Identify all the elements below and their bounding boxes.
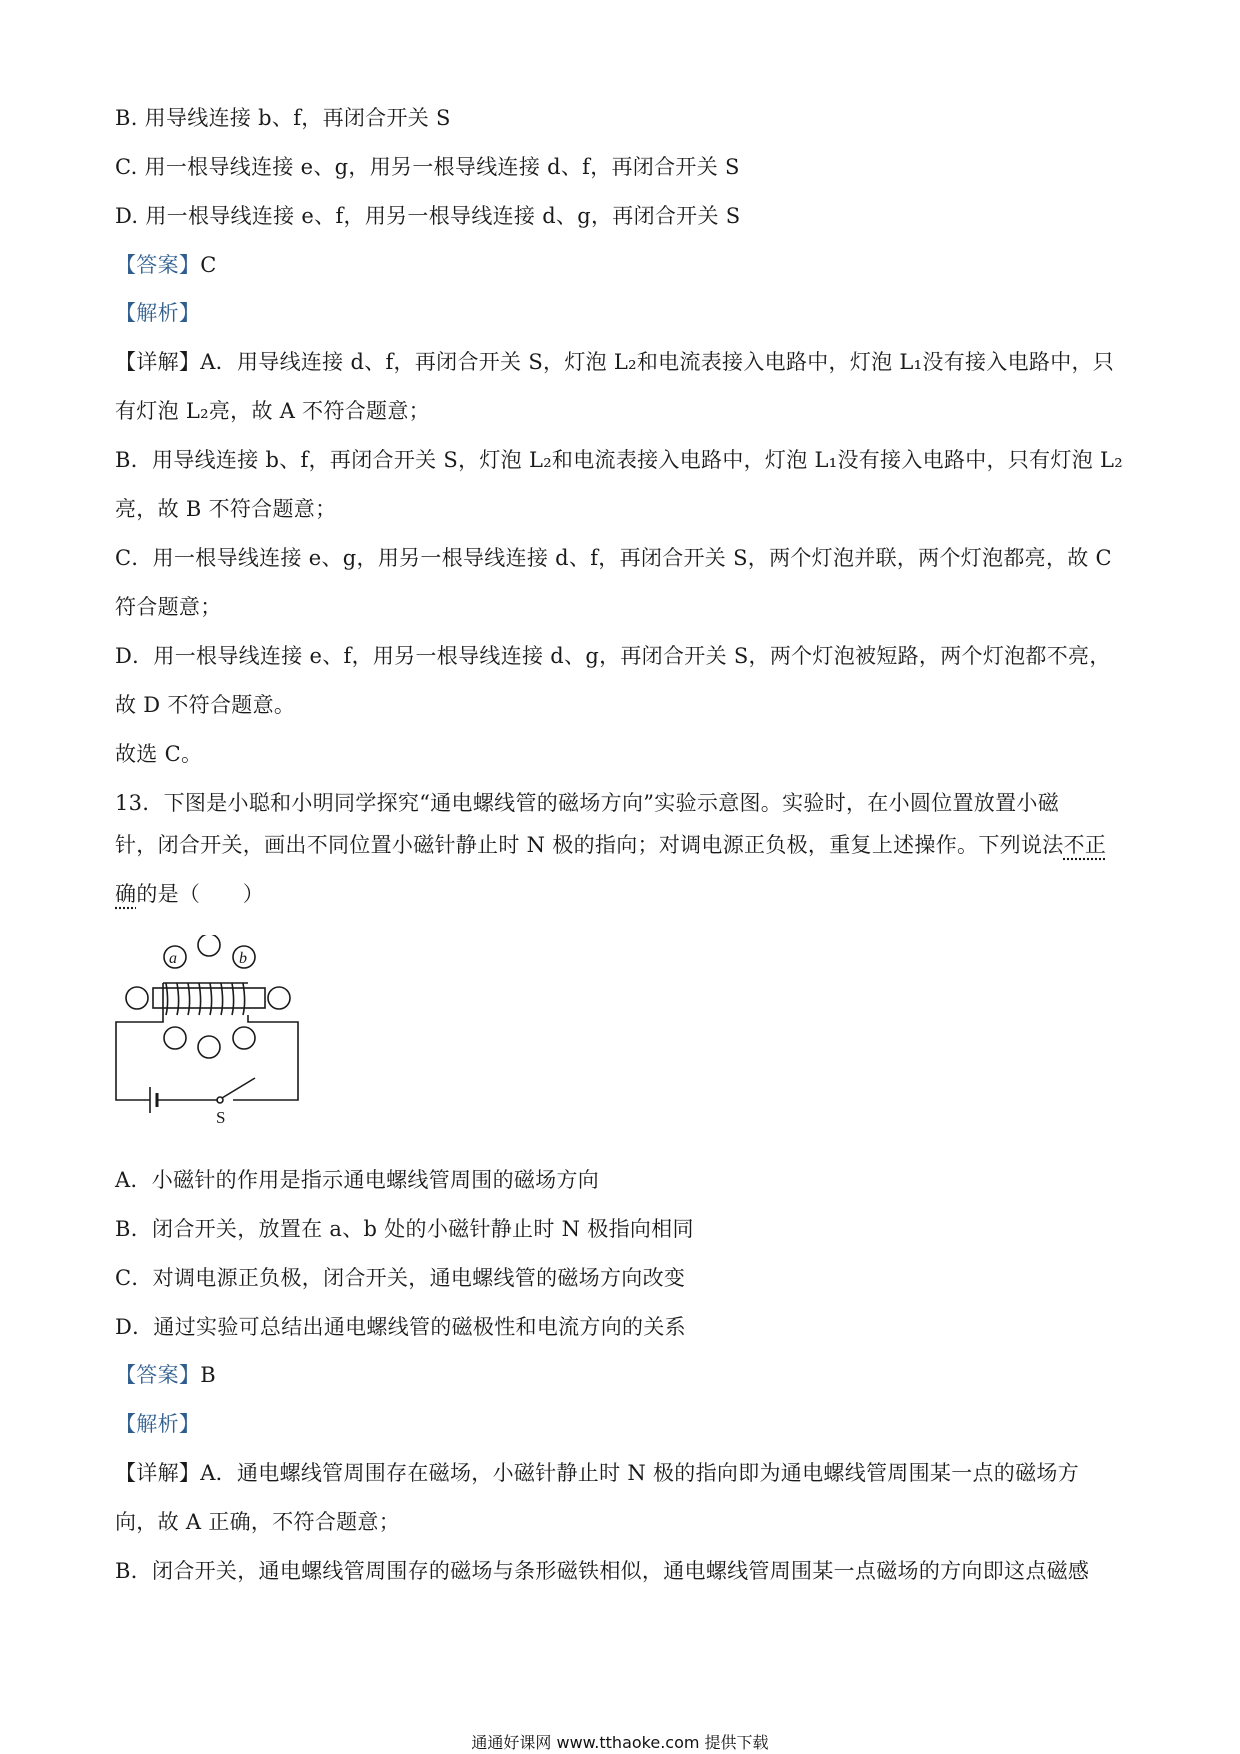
answer-tag: 【答案】 <box>115 253 201 277</box>
solenoid-core <box>153 988 265 1008</box>
emphasis-not-correct: 不正 <box>1063 833 1107 857</box>
q13-option-a: A．小磁针的作用是指示通电螺线管周围的磁场方向 <box>115 1168 600 1192</box>
q12-detail-line: D．用一根导线连接 e、f，用另一根导线连接 d、g，再闭合开关 S，两个灯泡被短路，两个灯泡都不亮， <box>115 644 1111 668</box>
solenoid-circuit-diagram <box>108 935 308 1135</box>
q12-option-d: D. 用一根导线连接 e、f，用另一根导线连接 d、g，再闭合开关 S <box>115 204 741 228</box>
compass-circle-lower-left <box>164 1027 186 1049</box>
q12-detail-line: 亮，故 B 不符合题意； <box>115 497 337 521</box>
q13-stem-line3 <box>115 879 264 909</box>
q13-detail-line <box>115 1458 1079 1488</box>
emphasis-correct: 确 <box>115 882 137 906</box>
q13-detail-line: 向，故 A 正确，不符合题意； <box>115 1510 401 1534</box>
q12-detail-line: C．用一根导线连接 e、g，用另一根导线连接 d、f，再闭合开关 S，两个灯泡并联，两个灯泡都亮，故 C <box>115 546 1112 570</box>
compass-circle-lower-right <box>233 1027 255 1049</box>
detail-tag: 【详解】 <box>115 1461 201 1485</box>
q13-detail-line: B．闭合开关，通电螺线管周围存的磁场与条形磁铁相似，通电螺线管周围某一点磁场的方向即这点磁感 <box>115 1559 1090 1583</box>
q12-analysis-tag: 【解析】 <box>115 301 201 325</box>
q12-detail-line <box>115 347 1114 377</box>
answer-tag: 【答案】 <box>115 1363 201 1387</box>
q12-detail-line: 符合题意； <box>115 595 222 619</box>
label-b: b <box>239 950 247 967</box>
q12-option-c: C. 用一根导线连接 e、g，用另一根导线连接 d、f，再闭合开关 S <box>115 155 740 179</box>
label-a: a <box>169 950 177 967</box>
q12-detail-line: 有灯泡 L₂亮，故 A 不符合题意； <box>115 399 430 423</box>
q13-stem-line1: 13．下图是小聪和小明同学探究“通电螺线管的磁场方向”实验示意图。实验时，在小圆位置放置小磁 <box>115 791 1059 815</box>
q13-analysis-tag: 【解析】 <box>115 1412 201 1436</box>
detail-text: A．通电螺线管周围存在磁场，小磁针静止时 N 极的指向即为通电螺线管周围某一点的磁场方 <box>200 1461 1079 1485</box>
q12-detail-line: B．用导线连接 b、f，再闭合开关 S，灯泡 L₂和电流表接入电路中，灯泡 L₁没有接入电路中，只有灯泡 L₂ <box>115 448 1123 472</box>
q13-option-b: B．闭合开关，放置在 a、b 处的小磁针静止时 N 极指向相同 <box>115 1217 694 1241</box>
answer-value: C <box>200 253 217 277</box>
stem-text: 的是（ ） <box>136 882 265 906</box>
q13-stem-line2 <box>115 830 1106 860</box>
answer-value: B <box>200 1363 216 1387</box>
compass-circle-left <box>126 987 148 1009</box>
left-lead-wire <box>116 983 163 1100</box>
stem-text: 针，闭合开关，画出不同位置小磁针静止时 N 极的指向；对调电源正负极，重复上述操作。下列说法 <box>115 833 1064 857</box>
q13-option-d: D．通过实验可总结出通电螺线管的磁极性和电流方向的关系 <box>115 1315 686 1339</box>
detail-text: A．用导线连接 d、f，再闭合开关 S，灯泡 L₂和电流表接入电路中，灯泡 L₁没有接入电路中，只 <box>200 350 1115 374</box>
compass-circle-top <box>198 935 220 956</box>
detail-tag: 【详解】 <box>115 350 201 374</box>
q12-option-b: B. 用导线连接 b、f，再闭合开关 S <box>115 106 451 130</box>
compass-circle-bottom <box>198 1036 220 1058</box>
label-switch: S <box>216 1108 226 1127</box>
compass-circle-right <box>268 987 290 1009</box>
q12-answer <box>115 250 217 280</box>
page-footer: 通通好课网 www.tthaoke.com 提供下载 <box>471 1733 769 1752</box>
q12-conclusion: 故选 C。 <box>115 742 203 766</box>
switch-lever <box>222 1078 255 1098</box>
q12-detail-line: 故 D 不符合题意。 <box>115 693 296 717</box>
q13-option-c: C．对调电源正负极，闭合开关，通电螺线管的磁场方向改变 <box>115 1266 686 1290</box>
q13-answer <box>115 1360 216 1390</box>
